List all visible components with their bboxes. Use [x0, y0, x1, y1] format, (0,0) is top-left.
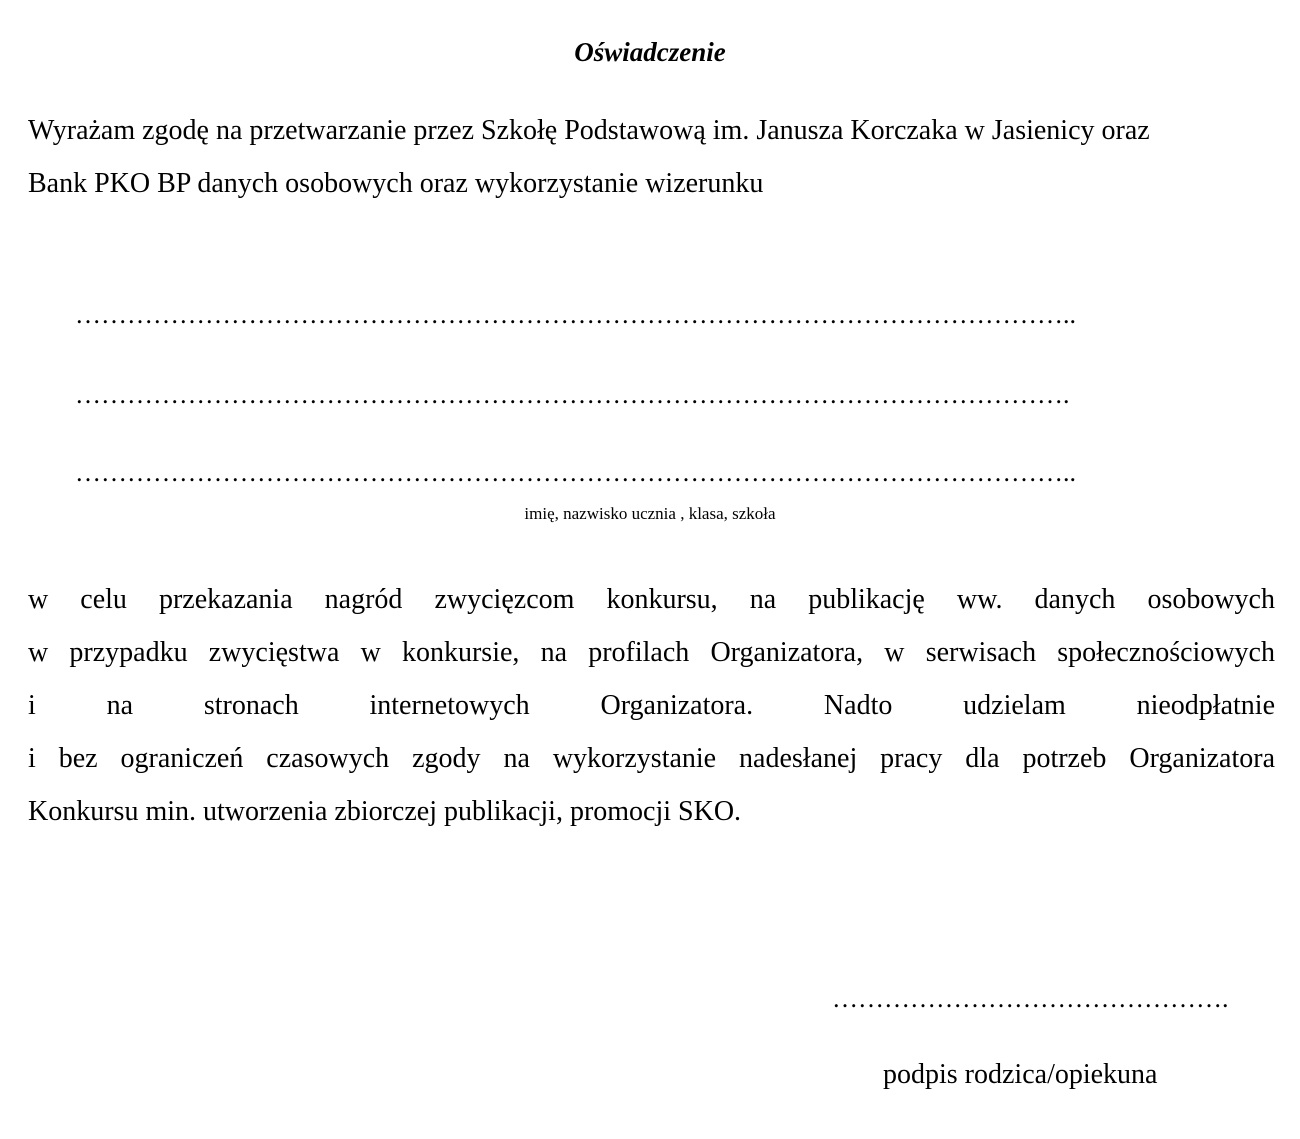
consent-line: i bez ograniczeń czasowych zgody na wykorzystanie nadesłanej pracy dla potrzeb Organizatora [28, 743, 1275, 774]
consent-paragraph [28, 573, 1275, 838]
consent-line: w celu przekazania nagród zwycięzcom konkursu, na publikację ww. danych osobowych [28, 584, 1275, 615]
fill-in-caption: imię, nazwisko ucznia , klasa, szkoła [524, 504, 776, 523]
intro-line: Bank PKO BP danych osobowych oraz wykorzystanie wizerunku [28, 168, 764, 199]
consent-line: Konkursu min. utworzenia zbiorczej publikacji, promocji SKO. [28, 796, 742, 827]
intro-line: Wyrażam zgodę na przetwarzanie przez Szkołę Podstawową im. Janusza Korczaka w Jasienicy oraz [28, 115, 1150, 146]
intro-paragraph [28, 104, 1275, 210]
signature-line: ………………………………………. [832, 984, 1229, 1013]
consent-line: w przypadku zwycięstwa w konkursie, na profilach Organizatora, w serwisach społecznościowych [28, 637, 1275, 668]
fill-in-line: ……………………………………………………………………………………………………. [75, 380, 1070, 409]
consent-line: i na stronach internetowych Organizatora. Nadto udzielam nieodpłatnie [28, 690, 1275, 721]
fill-in-line: …………………………………………………………………………………………………….. [75, 458, 1076, 487]
fill-in-line: …………………………………………………………………………………………………….. [75, 300, 1076, 329]
document-title: Oświadczenie [574, 37, 726, 67]
signature-label: podpis rodzica/opiekuna [883, 1059, 1158, 1090]
